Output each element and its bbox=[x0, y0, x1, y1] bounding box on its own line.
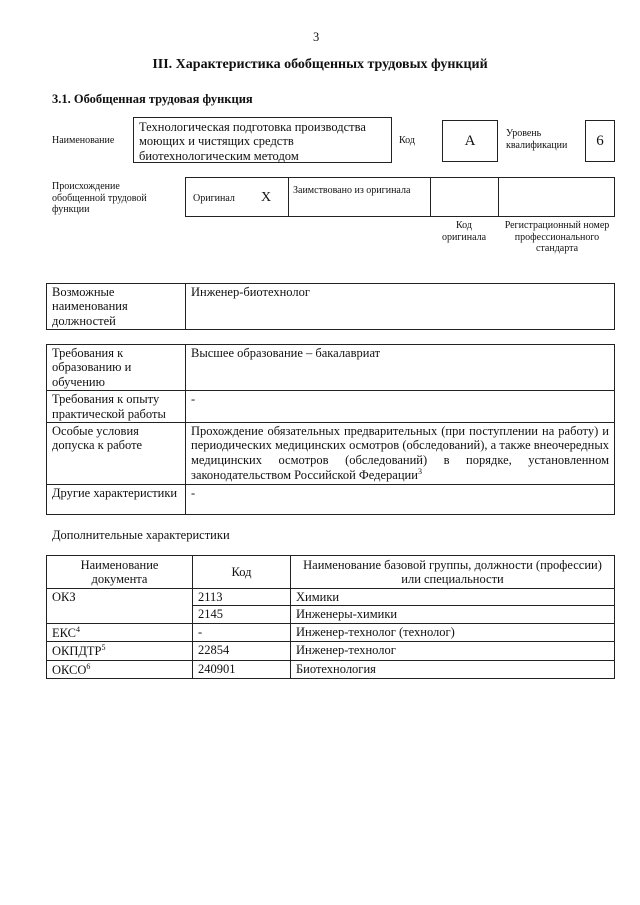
positions-table bbox=[46, 283, 615, 330]
origin-original-mark: X bbox=[261, 190, 272, 205]
subsection-title: 3.1. Обобщенная трудовая функция bbox=[52, 92, 253, 106]
req-value: - bbox=[186, 484, 615, 514]
origin-borrowed-label: Заимствовано из оригинала bbox=[293, 185, 411, 196]
table-row bbox=[47, 623, 615, 642]
req-label: Другие характеристики bbox=[47, 484, 186, 514]
additional-table bbox=[46, 555, 615, 679]
table-header-row bbox=[47, 556, 615, 589]
gtf-level-label: Уровень квалификации bbox=[506, 128, 568, 151]
page-number: 3 bbox=[313, 30, 320, 44]
doc-text: ОКСО bbox=[52, 662, 87, 677]
origin-reg-caption: Регистрационный номер профессионального стандарта bbox=[504, 220, 610, 254]
gtf-code-label: Код bbox=[399, 135, 415, 146]
cell-doc bbox=[47, 623, 193, 642]
origin-table bbox=[185, 177, 615, 217]
table-row bbox=[47, 484, 615, 514]
gtf-name-box bbox=[133, 117, 392, 163]
gtf-level-value: 6 bbox=[596, 133, 604, 149]
table-row bbox=[47, 589, 615, 606]
positions-label: Возможные наименования должностей bbox=[47, 284, 186, 330]
gtf-name-label: Наименование bbox=[52, 135, 115, 146]
header-name: Наименование базовой группы, должности (профессии) или специальности bbox=[291, 556, 615, 589]
table-row bbox=[47, 422, 615, 484]
origin-original-label: Оригинал bbox=[193, 193, 235, 204]
cell-doc bbox=[47, 642, 193, 661]
req-value-special bbox=[186, 422, 615, 484]
cell-name: Инженер-технолог bbox=[291, 642, 615, 661]
gtf-code-box bbox=[442, 120, 498, 162]
origin-label: Происхождение обобщенной трудовой функции bbox=[52, 181, 147, 215]
positions-value: Инженер-биотехнолог bbox=[186, 284, 615, 330]
cell-doc: ОКЗ bbox=[47, 589, 193, 624]
additional-title: Дополнительные характеристики bbox=[52, 528, 230, 542]
gtf-code-value: A bbox=[464, 133, 476, 149]
footnote-mark: 6 bbox=[86, 661, 91, 671]
table-row bbox=[47, 660, 615, 679]
cell-code: 2145 bbox=[193, 606, 291, 623]
cell-code: 2113 bbox=[193, 589, 291, 606]
requirements-table bbox=[46, 344, 615, 515]
doc-text: ЕКС bbox=[52, 625, 76, 640]
footnote-mark: 3 bbox=[417, 467, 422, 476]
gtf-name-value: Технологическая подготовка производства моющих и чистящих средств биотехнологическим методом bbox=[139, 120, 366, 163]
footnote-mark: 5 bbox=[101, 643, 106, 653]
table-row bbox=[47, 642, 615, 661]
req-special-text: Прохождение обязательных предварительных (при поступлении на работу) и периодических медицинских осмотров (обследований), а также внеочередных медицинских осмотров (обследований) в порядке, установленном законодательством Российской Федерации bbox=[191, 423, 609, 483]
cell-code: 22854 bbox=[193, 642, 291, 661]
table-row bbox=[47, 345, 615, 391]
cell-name: Биотехнология bbox=[291, 660, 615, 679]
req-label: Требования к опыту практической работы bbox=[47, 391, 186, 423]
origin-code-caption: Код оригинала bbox=[441, 220, 487, 243]
req-value: Высшее образование – бакалавриат bbox=[186, 345, 615, 391]
gtf-level-box bbox=[585, 120, 615, 162]
cell-code: 240901 bbox=[193, 660, 291, 679]
cell-doc bbox=[47, 660, 193, 679]
cell-name: Инженер-технолог (технолог) bbox=[291, 623, 615, 642]
req-label: Особые условия допуска к работе bbox=[47, 422, 186, 484]
footnote-mark: 4 bbox=[76, 624, 80, 634]
section-title: III. Характеристика обобщенных трудовых функций bbox=[152, 57, 488, 72]
table-row bbox=[47, 391, 615, 423]
doc-text: ОКПДТР bbox=[52, 644, 102, 659]
req-value: - bbox=[186, 391, 615, 423]
header-code: Код bbox=[193, 556, 291, 589]
cell-code: - bbox=[193, 623, 291, 642]
req-label: Требования к образованию и обучению bbox=[47, 345, 186, 391]
cell-name: Химики bbox=[291, 589, 615, 606]
header-doc: Наименование документа bbox=[47, 556, 193, 589]
cell-name: Инженеры-химики bbox=[291, 606, 615, 623]
